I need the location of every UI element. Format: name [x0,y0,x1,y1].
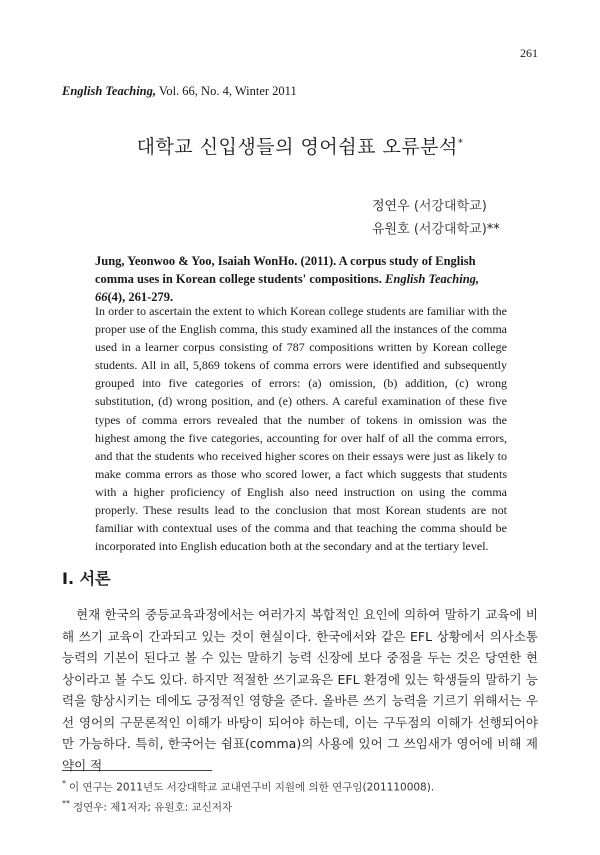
footnote-mark: ** [62,798,70,808]
author-2 [372,218,500,237]
paper-title-text: 대학교 신입생들의 영어쉼표 오류분석 [136,136,458,158]
footnote-text: 이 연구는 2011년도 서강대학교 교내연구비 지원에 의한 연구임(201110008). [69,781,435,794]
footnote-mark: * [62,779,66,788]
body-paragraph: 현재 한국의 중등교육과정에서는 여러가지 복합적인 요인에 의하여 말하기 교육에 비해 쓰기 교육이 간과되고 있는 것이 현실이다. 한국에서와 같은 EFL 상황에서 의사소통 능력의 기본이 된다고 볼 수 있는 말하기 능력 신장에 보다 중점을 두는 것은 당연한 현상이라고 볼 수도 있다. 하지만 적절한 쓰기교육은 EFL 환경에 있는 학생들의 말하기 능력을 향상시키는 데에도 긍정적인 영향을 준다. 올바른 쓰기 능력을 기르기 위해서는 우선 영어의 구문론적인 이해가 바탕이 되어야 하는데, 이는 구두점의 이해가 선행되어야만 가능하다. 특히, 한국어는 쉼표(comma)의 사용에 있어 그 쓰임새가 영어에 비해 제약이 적 [62,607,538,773]
journal-header [62,84,297,99]
footnote-2 [62,796,538,816]
author-mark: ** [486,222,500,237]
author-name: 정연우 [372,199,410,214]
section-heading: I. 서론 [62,569,111,588]
footnote-text: 정연우: 제1저자; 유원호: 교신저자 [73,801,233,813]
author-affiliation: (서강대학교) [413,199,487,214]
footnotes [62,776,538,815]
author-affiliation: (서강대학교) [413,222,487,237]
citation [95,252,507,306]
paper-title [0,132,600,159]
footnote-divider [62,770,212,771]
citation-pages: (4), 261-279. [107,290,174,304]
title-footnote-mark: * [457,137,464,149]
journal-details: Vol. 66, No. 4, Winter 2011 [156,84,297,98]
citation-journal: English Teaching, 66 [95,272,480,304]
abstract: In order to ascertain the extent to which Korean college students are familiar with the proper use of the English comma, this study examined all the instances of the comma used in a learner corpus consisting of 787 compositions written by Korean college students. All in all, 5,869 tokens of comma errors were identified and subsequently grouped into five categories of errors: (a) omission, (b) addition, (c) wrong substitution, (d) wrong position, and (e) others. A careful examination of these five types of comma errors revealed that the number of tokens in omission was the highest among the five categories, accounting for over half of all the comma errors, and that the students who received higher scores on their essays were just as likely to make comma errors as those who scored lower, a fact which suggests that students with a higher proficiency of English also need instruction on using the comma properly. These results lead to the conclusion that most Korean students are not familiar with contextual uses of the comma and that teaching the comma should be incorporated into English education both at the secondary and at the tertiary level. [95,304,507,554]
citation-main: Jung, Yeonwoo & Yoo, Isaiah WonHo. (2011). A corpus study of English comma uses in Korean college students' compositions. [95,254,476,286]
author-name: 유원호 [372,222,410,237]
author-1 [372,195,487,214]
footnote-1 [62,776,538,796]
page-number: 261 [520,46,538,60]
journal-name: English Teaching, [62,84,157,98]
